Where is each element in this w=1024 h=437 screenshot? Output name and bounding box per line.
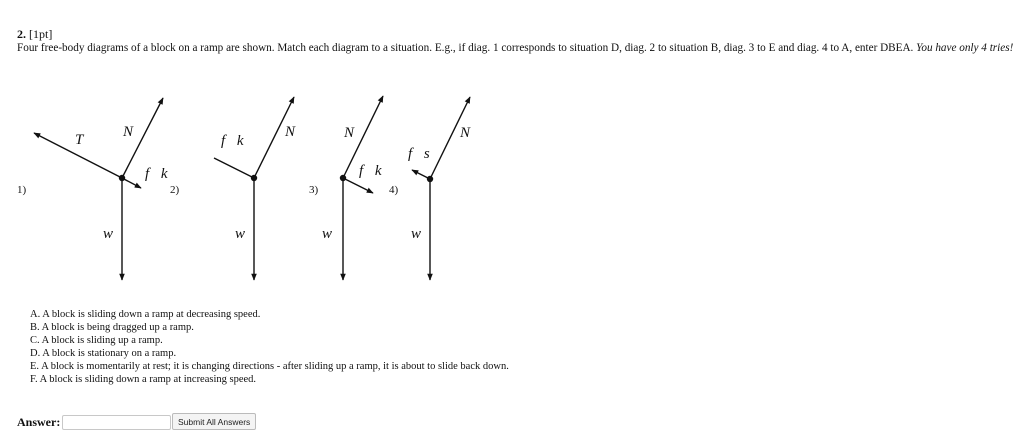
choice-f: F. A block is sliding down a ramp at increasing speed. — [30, 373, 257, 385]
tries-note: You have only 4 tries! — [916, 42, 1014, 54]
label-w-2: w⃗ — [235, 226, 257, 242]
choice-e: E. A block is momentarily at rest; it is changing directions - after sliding up a ramp, it is about to slide back down. — [30, 360, 509, 372]
block-point-1 — [120, 176, 125, 181]
label-w-3: w⃗ — [322, 226, 344, 242]
question-body: Four free-body diagrams of a block on a ramp are shown. Match each diagram to a situation. E.g., if diag. 1 corresponds to situation D, diag. 2 to situation B, diag. 3 to E and diag. 4 to A, enter DBEA. — [17, 42, 914, 54]
answer-input[interactable] — [62, 415, 171, 430]
free-body-diagrams — [0, 80, 520, 290]
label-fk-2: f⃗k — [221, 133, 244, 149]
choice-b: B. A block is being dragged up a ramp. — [30, 321, 194, 333]
choice-c: C. A block is sliding up a ramp. — [30, 334, 163, 346]
diagram-number-4: 4) — [389, 184, 399, 196]
diagram-3 — [341, 96, 384, 280]
kinetic-friction-arrow-3 — [343, 178, 373, 193]
submit-all-answers-button[interactable]: Submit All Answers — [172, 413, 256, 430]
question-points: [1pt] — [29, 27, 53, 41]
choices-list — [30, 309, 509, 386]
label-T-1: T⃗ — [75, 132, 96, 148]
label-N-4: N⃗ — [460, 125, 482, 141]
label-fk-3: f⃗k — [359, 163, 382, 179]
question-number: 2. — [17, 27, 26, 41]
diagram-number-1: 1) — [17, 184, 27, 196]
choice-a: A. A block is sliding down a ramp at decreasing speed. — [30, 309, 261, 320]
choice-d: D. A block is stationary on a ramp. — [30, 347, 177, 359]
label-w-1: w⃗ — [103, 226, 125, 242]
label-N-1: N⃗ — [123, 124, 145, 140]
label-N-2: N⃗ — [285, 124, 307, 140]
block-point-4 — [428, 177, 433, 182]
diagram-number-3: 3) — [309, 184, 319, 196]
label-fs-4: f⃗s — [408, 146, 430, 162]
kinetic-friction-arrow-1 — [122, 178, 141, 188]
label-fk-1: f⃗k — [145, 166, 168, 182]
answer-label: Answer: — [17, 414, 61, 429]
label-N-3: N⃗ — [344, 125, 366, 141]
answer-row — [17, 413, 171, 431]
question-text — [17, 42, 1022, 56]
diagram-number-2: 2) — [170, 184, 180, 196]
block-point-3 — [341, 176, 346, 181]
label-w-4: w⃗ — [411, 226, 433, 242]
kinetic-friction-line-2 — [214, 158, 254, 178]
question-header — [17, 28, 52, 41]
block-point-2 — [252, 176, 257, 181]
diagram-2 — [214, 97, 294, 280]
